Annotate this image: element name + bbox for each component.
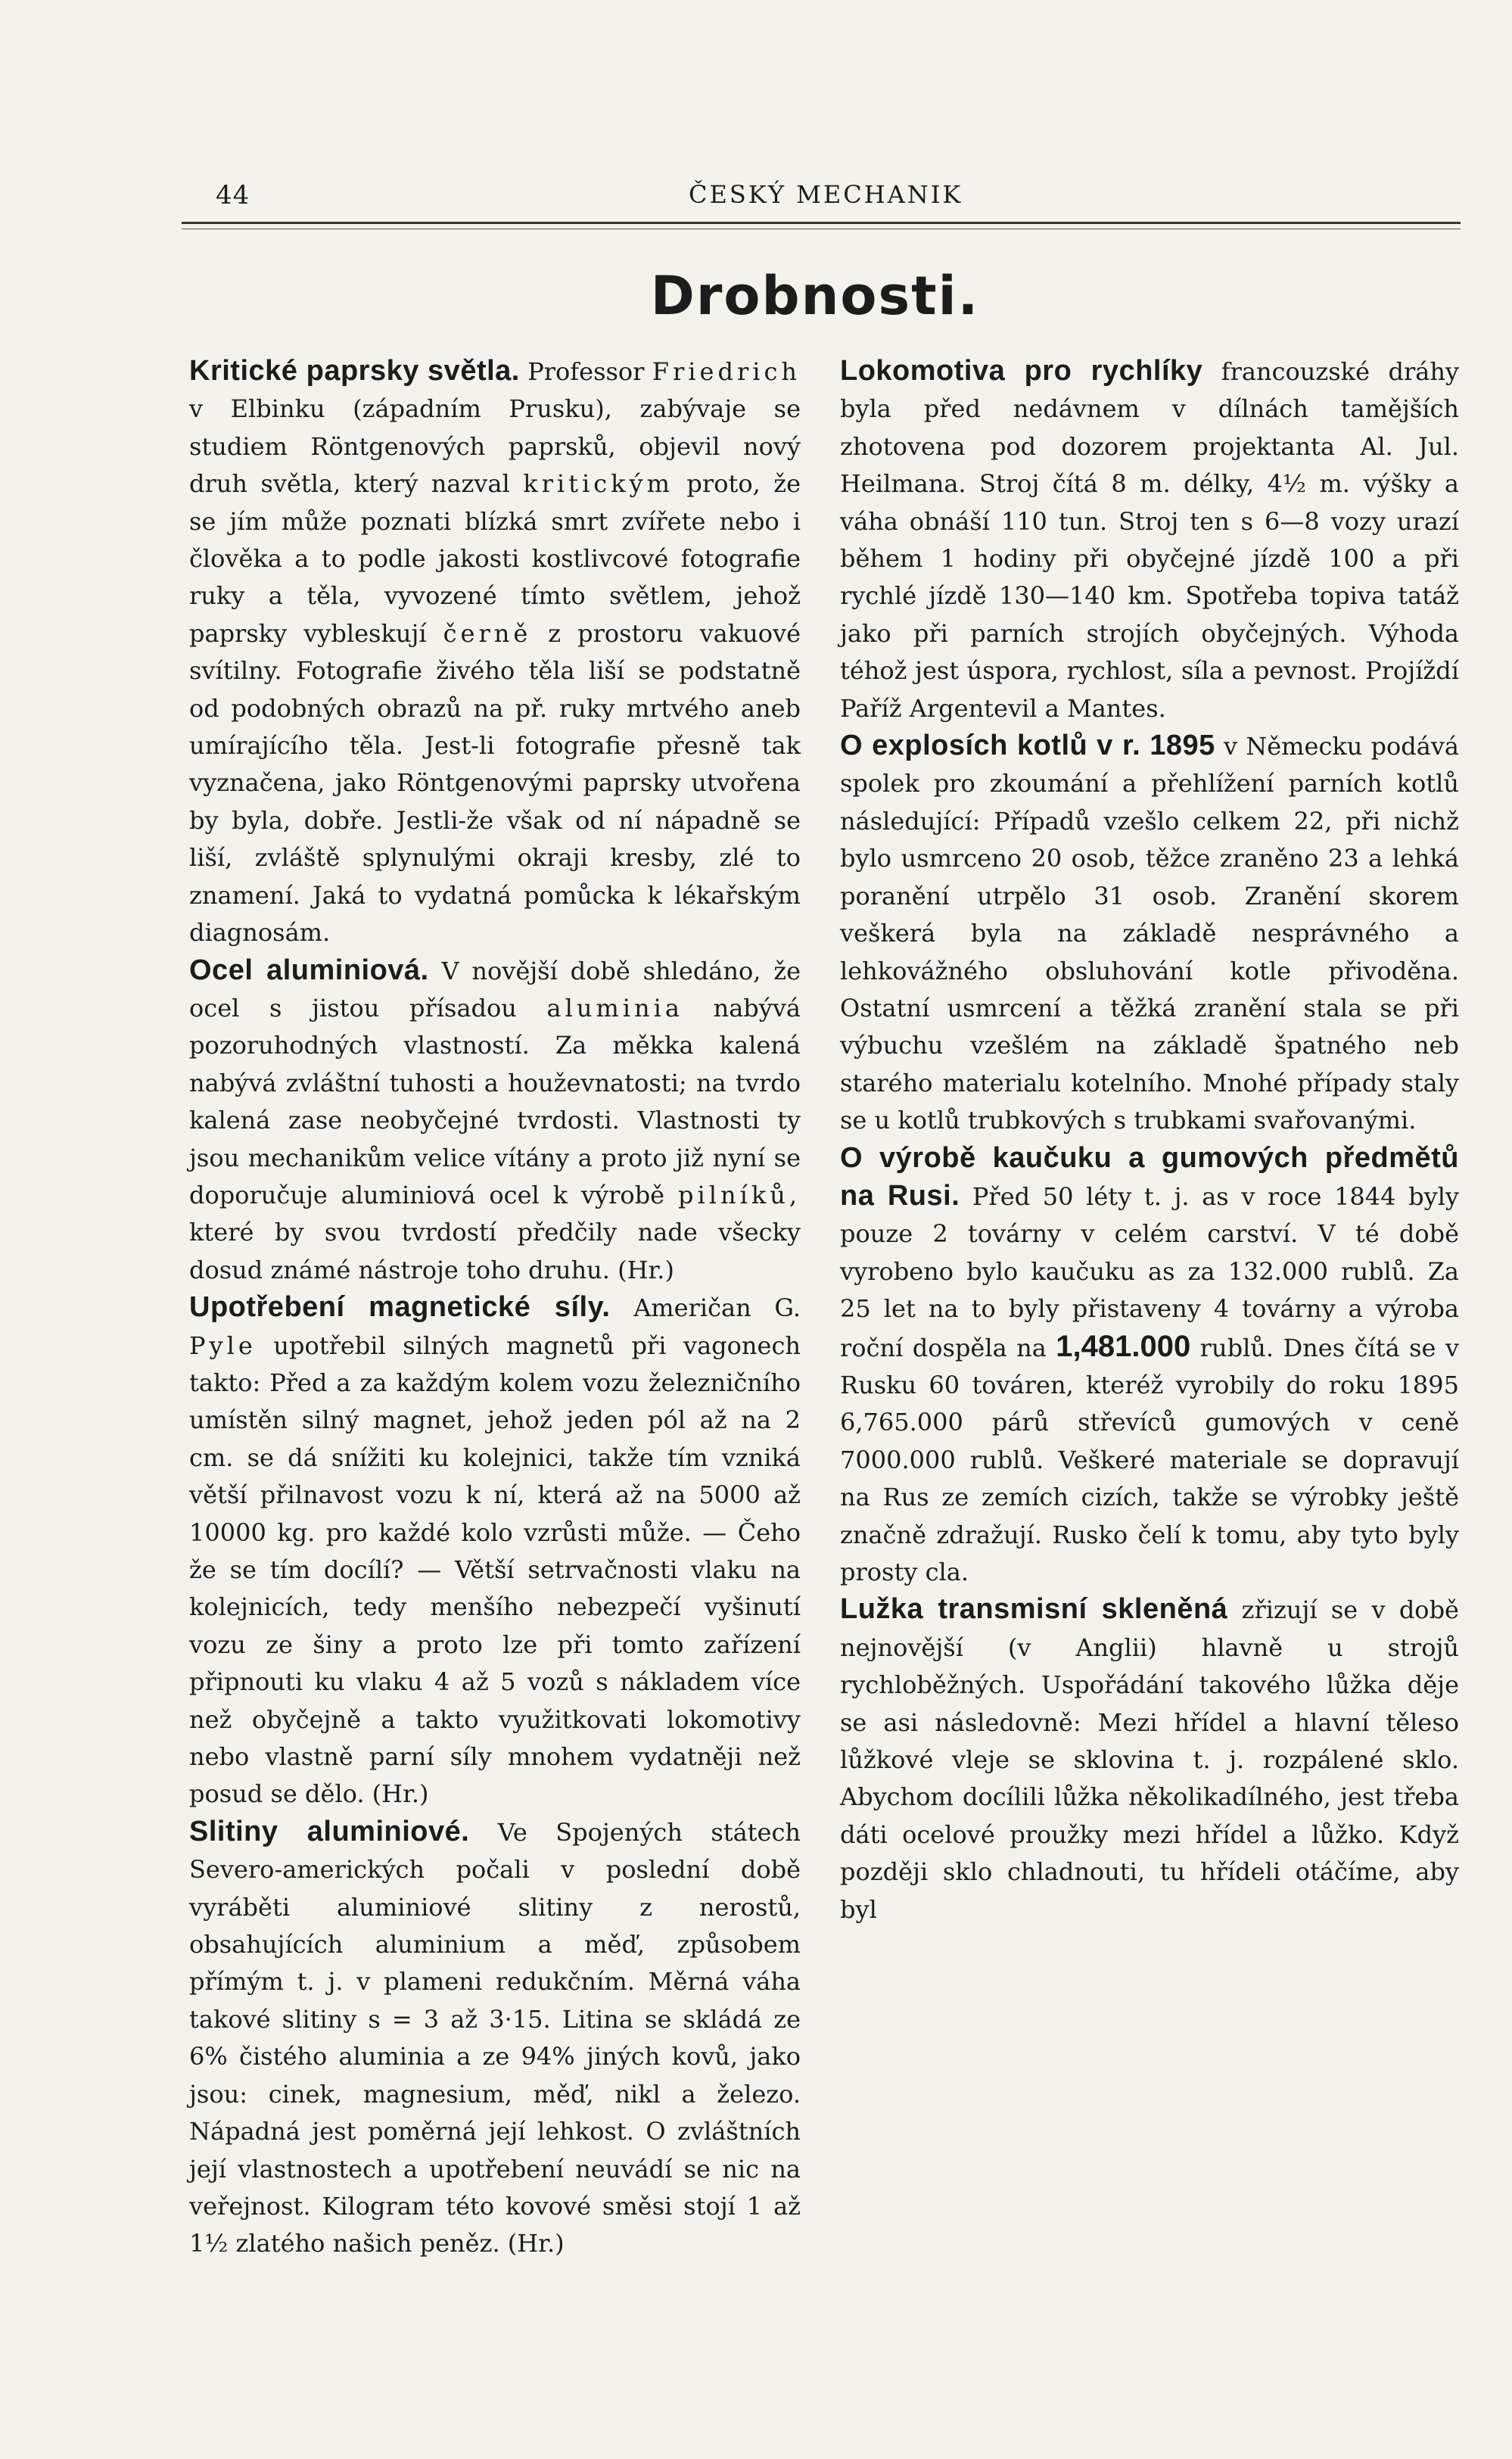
author-signature: (Hr.) (618, 1255, 674, 1284)
article-heading: Upotřebení magnetické síly. (189, 1291, 611, 1324)
right-column (840, 353, 1459, 1928)
article-heading: Kritické paprsky světla. (189, 355, 520, 387)
article-heading: Lokomotiva pro rychlíky (840, 355, 1203, 387)
article-heading: Slitiny aluminiové. (189, 1815, 470, 1847)
article-kriticke-paprsky: Kritické paprsky světla. Professor Friedrich v Elbinku (západním Prusku), zabývaje se studiem Röntgenových paprsků, objevil nový druh světla, který nazval kritickým proto, že se jím může poznati blízká smrt zvířete nebo i člověka a to podle jakosti kostlivcové fotografie ruky a těla, vyvozené tímto světlem, jehož paprsky vybleskují černě z prostoru vakuové svítilny. Fotografie živého těla liší se podstatně od podobných obrazů na př. ruky mrtvého aneb umírajícího těla. Jest-li fotografie přesně tak vyznačena, jako Röntgenovými paprsky utvořena by byla, dobře. Jestli-že však od ní nápadně se liší, zvláště splynulými okraji kresby, zlé to znamení. Jaká to vydatná pomůcka k lékařským diagnosám. (189, 355, 801, 948)
article-slitiny-aluminiove: Slitiny aluminiové. Ve Spojených státech Severo-amerických počali v poslední době vyráběti aluminiové slitiny z nerostů, obsahujících aluminium a měď, způsobem přímým t. j. v plameni redukčním. Měrná váha takové slitiny s = 3 až 3·15. Litina se skládá ze 6% čistého aluminia a ze 94% jiných kovů, jako jsou: cinek, magnesium, měď, nikl a železo. Nápadná jest poměrná její lehkost. O zvláštních její vlastnostech a upotřebení neuvádí se nic na veřejnost. Kilogram této kovové směsi stojí 1 až 1½ zlatého našich peněz. (Hr.) (189, 1815, 801, 2258)
author-signature: (Hr.) (372, 1779, 429, 1809)
page-header (0, 0, 1512, 250)
article-heading: O výrobě kaučuku a gumových předmětů na Rusi. (840, 1141, 1459, 1212)
journal-title: ČESKÝ MECHANIK (689, 180, 963, 209)
section-title: Drobnosti. (650, 265, 980, 327)
left-column (189, 353, 801, 2263)
article-heading: O explosích kotlů v r. 1895 (840, 730, 1215, 762)
article-kaucuk: O výrobě kaučuku a gumových předmětů na Rusi. Před 50 léty t. j. as v roce 1844 byly pouze 2 továrny v celém carství. V té době vyrobeno bylo kaučuku as za 132.000 rublů. Za 25 let na to byly přistaveny 4 továrny a výroba roční dospěla na 1,481.000 rublů. Dnes čítá se v Rusku 60 továren, kteréž vyrobily do roku 1895 6,765.000 párů střevíců gumových v ceně 7000.000 rublů. Veškeré materiale se dopravují na Rus ze zemích cizích, takže se výrobky ještě značně zdražují. Rusko čelí k tomu, aby tyto byly prosty cla. (840, 1141, 1460, 1586)
article-magneticke-sily: Upotřebení magnetické síly. Američan G. Pyle upotřebil silných magnetů při vagonech takto: Před a za každým kolem vozu železničního umístěn silný magnet, jehož jeden pól až na 2 cm. se dá snížiti ku kolejnici, takže tím vzniká větší přilnavost vozu k ní, která až na 5000 až 10000 kg. pro každé kolo vzrůsti může. — Čeho že se tím docílí? — Větší setrvačnosti vlaku na kolejnicích, tedy menšího nebezpečí vyšinutí vozu ze šiny a proto lze při tomto zařízení připnouti ku vlaku 4 až 5 vozů s nákladem více než obyčejně a takto využitkovati lokomotivy nebo vlastně parní síly mnohem vydatněji než posud se dělo. (Hr.) (189, 1291, 801, 1809)
article-heading: Ocel aluminiová. (189, 954, 429, 986)
page-number: 44 (216, 180, 250, 210)
author-signature: (Hr.) (507, 2229, 565, 2258)
article-ocel-aluminiova: Ocel aluminiová. V novější době shledáno, že ocel s jistou přísadou aluminia nabývá pozoruhodných vlastností. Za měkka kalená nabývá zvláštní tuhosti a houževnatosti; na tvrdo kalená zase neobyčejné tvrdosti. Vlastnosti ty jsou mechanikům velice vítány a proto již nyní se doporučuje aluminiová ocel k výrobě pilníků, které by svou tvrdostí předčily nade všecky dosud známé nástroje toho druhu. (Hr.) (189, 954, 801, 1284)
article-explosiony-kotlu: O explosích kotlů v r. 1895 v Německu podává spolek pro zkoumání a přehlížení parních kotlů následující: Případů vzešlo celkem 22, při nichž bylo usmrceno 20 osob, těžce zraněno 23 a lehká poranění utrpělo 31 osob. Zranění skorem veškerá byla na základě nesprávného a lehkovážného obsluhování kotle přivoděna. Ostatní usmrcení a těžká zranění stala se při výbuchu vzešlém na základě špatného neb starého materialu kotelního. Mnohé případy staly se u kotlů trubkových s trubkami svařovanými. (840, 730, 1460, 1135)
article-luzka-transmisni: Lužka transmisní skleněná zřizují se v době nejnovější (v Anglii) hlavně u strojů rychloběžných. Uspořádání takového lůžka děje se asi následovně: Mezi hřídel a hlavní těleso lůžkové vleje se sklovina t. j. rozpálené sklo. Abychom docílili lůžka několikadílného, jest třeba dáti ocelové proužky mezi hřídel a lůžko. Když později sklo chladnouti, tu hřídeli otáčíme, aby byl (840, 1593, 1459, 1924)
highlighted-number: 1,481.000 (1056, 1329, 1191, 1363)
header-rule (182, 222, 1461, 224)
article-heading: Lužka transmisní skleněná (840, 1593, 1228, 1626)
article-lokomotiva: Lokomotiva pro rychlíky francouzské dráhy byla před nedávnem v dílnách tamějších zhotovena pod dozorem projektanta Al. Jul. Heilmana. Stroj čítá 8 m. délky, 4½ m. výšky a váha obnáší 110 tun. Stroj ten s 6—8 vozy urazí během 1 hodiny při obyčejné jízdě 100 a při rychlé jízdě 130—140 km. Spotřeba topiva tatáž jako při parních strojích obyčejných. Výhoda téhož jest úspora, rychlost, síla a pevnost. Projíždí Paříž Argentevil a Mantes. (840, 355, 1460, 723)
